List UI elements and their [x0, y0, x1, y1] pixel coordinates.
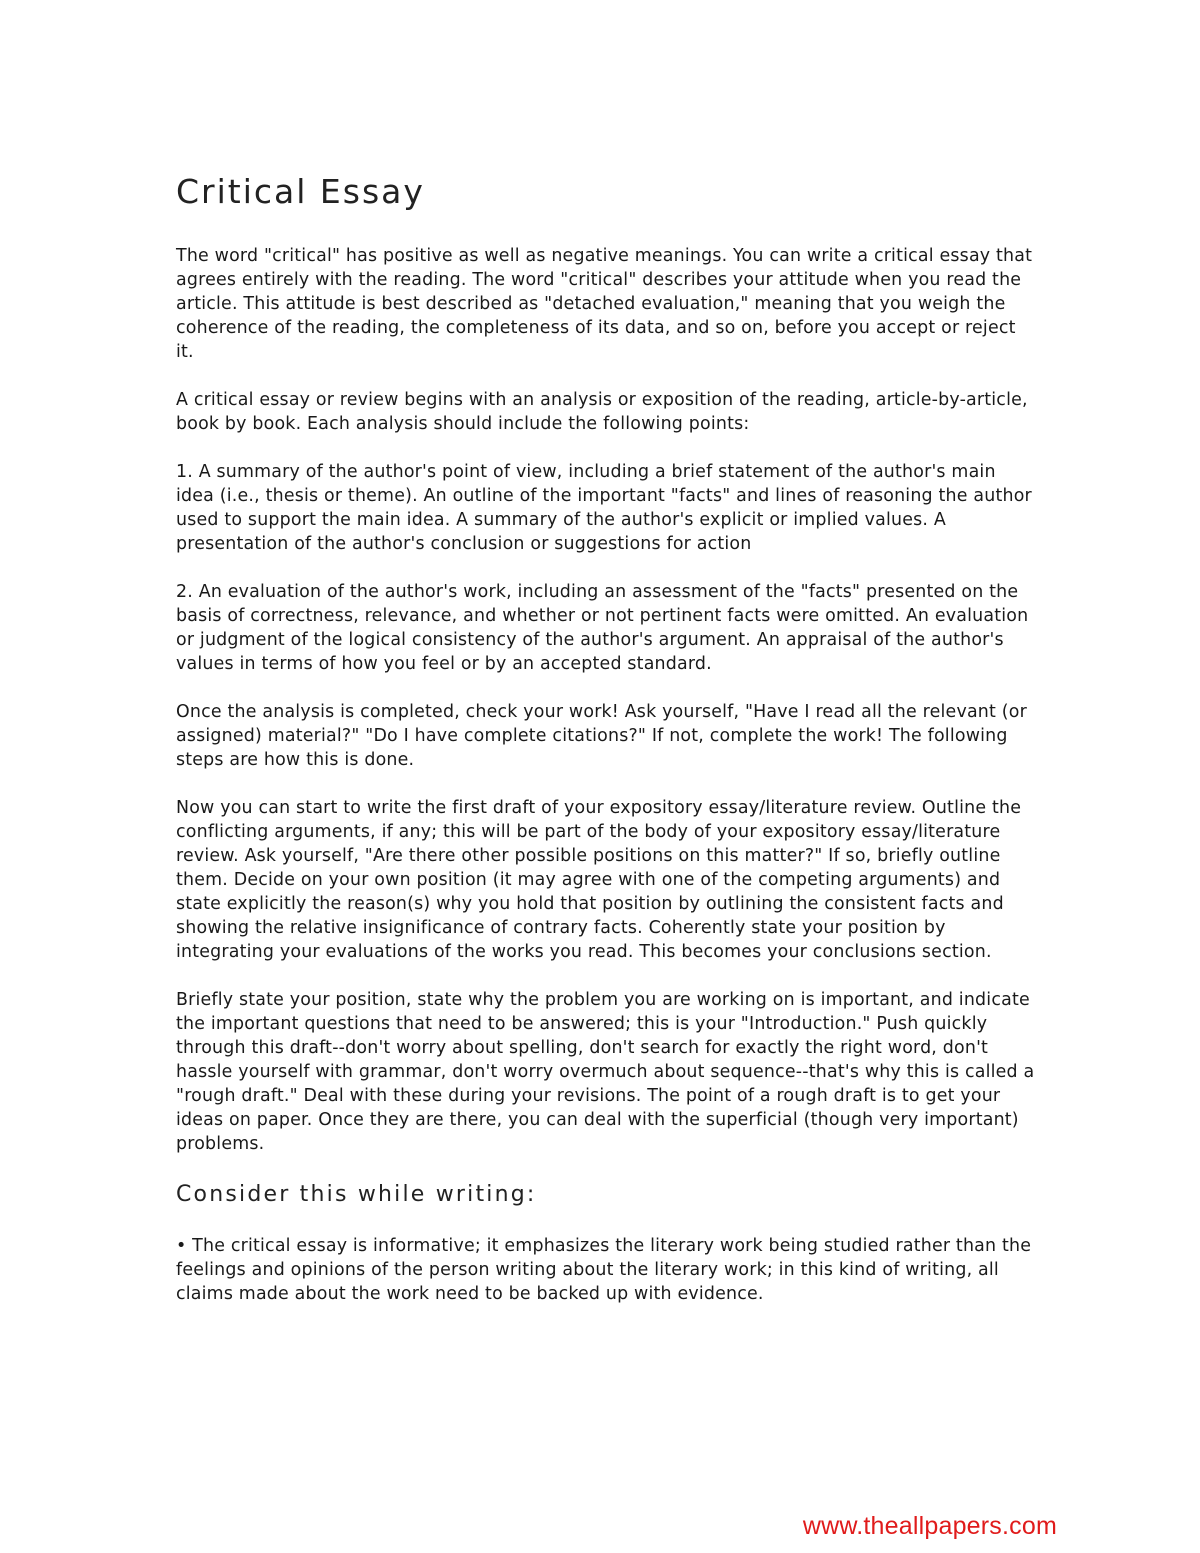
paragraph-point-evaluation: 2. An evaluation of the author's work, including an assessment of the "facts" presented on the basis of correctness, relevance, and whether or not pertinent facts were omitted. An evaluation or judgment of the logical consistency of the author's argument. An appraisal of the author's values in terms of how you feel or by an accepted standard. — [176, 582, 1029, 674]
page-title: Critical Essay — [176, 172, 425, 211]
paragraph-analysis-intro: A critical essay or review begins with an analysis or exposition of the reading, article-by-article, book by book. Each analysis should include the following points: — [176, 390, 1028, 434]
paragraph-critical-meaning: The word "critical" has positive as well as negative meanings. You can write a critical essay that agrees entirely with the reading. The word "critical" describes your attitude when you read the article. This attitude is best described as "detached evaluation," meaning that you weigh the coherence of the reading, the completeness of its data, and so on, before you accept or reject it. — [176, 246, 1033, 362]
footer-website-link[interactable]: www.theallpapers.com — [802, 1512, 1057, 1540]
bullet-item: • The critical essay is informative; it emphasizes the literary work being studied rather than the feelings and opinions of the person writing about the literary work; in this kind of writing, all claims made about the work need to be backed up with evidence. — [176, 1236, 1032, 1304]
section-heading: Consider this while writing: — [176, 1182, 537, 1207]
paragraph-first-draft: Now you can start to write the first draft of your expository essay/literature review. Outline the conflicting arguments, if any; this will be part of the body of your expository essay/literature review. Ask yourself, "Are there other possible positions on this matter?" If so, briefly outline them. Decide on your own position (it may agree with one of the competing arguments) and state explicitly the reason(s) why you hold that position by outlining the consistent facts and showing the relative insignificance of contrary facts. Coherently state your position by integrating your evaluations of the works you read. This becomes your conclusions section. — [176, 798, 1022, 962]
paragraph-rough-draft: Briefly state your position, state why the problem you are working on is important, and indicate the important questions that need to be answered; this is your "Introduction." Push quickly through this draft--don't worry about spelling, don't search for exactly the right word, don't hassle yourself with grammar, don't worry overmuch about sequence--that's why this is called a "rough draft." Deal with these during your revisions. The point of a rough draft is to get your ideas on paper. Once they are there, you can deal with the superficial (though very important) problems. — [176, 990, 1035, 1154]
paragraph-check-work: Once the analysis is completed, check your work! Ask yourself, "Have I read all the relevant (or assigned) material?" "Do I have complete citations?" If not, complete the work! The following steps are how this is done. — [176, 702, 1027, 770]
paragraph-point-summary: 1. A summary of the author's point of view, including a brief statement of the author's main idea (i.e., thesis or theme). An outline of the important "facts" and lines of reasoning the author used to support the main idea. A summary of the author's explicit or implied values. A presentation of the author's conclusion or suggestions for action — [176, 462, 1032, 554]
document-body — [176, 170, 1036, 1330]
